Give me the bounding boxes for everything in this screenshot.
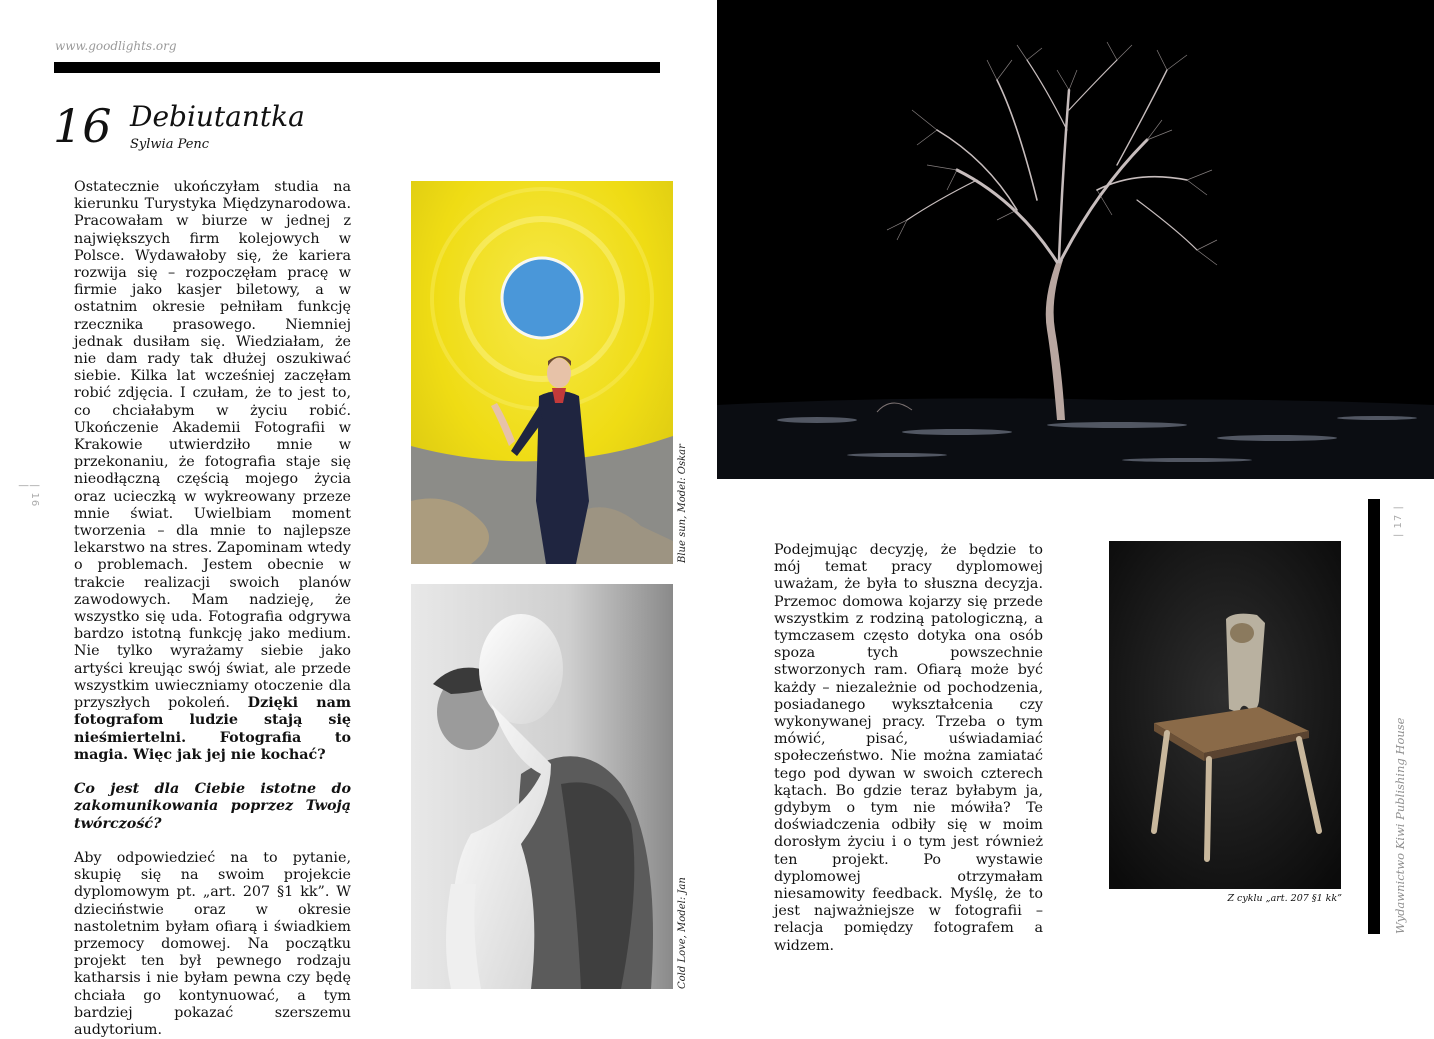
right-paragraph: Podejmując decyzję, że będzie to mój temat pracy dyplomowej uważam, że była to słuszna decyzja. Przemoc domowa kojarzy się przede wszystkim z rodziną patologiczną, a tymczasem często dotyka ona osób spoza tych powszechnie stworzonych ram. Ofiarą może być każdy – niezależnie od pochodzenia, posiadanego wykształcenia czy wykonywanej pracy. Trzeba o tym mówić, pisać, uświadamiać społeczeństwo. Nie można zamiatać tego pod dywan w swoich czterech kątach. Bo gdzie teraz byłabym ja, gdybym o tym nie mówiła? Te doświadczenia odbiły się w moim dorosłym życiu i o tym jest również ten projekt. Po wystawie dyplomowej otrzymałam niesamowity feedback. Myślę, że to jest najważniejsze w fotografii – relacja pomiędzy fotografem a widzem. — [774, 542, 1043, 954]
side-rule — [1368, 499, 1380, 934]
photo-cold-love — [411, 584, 673, 989]
article-number: 16 — [53, 99, 112, 153]
intro-bold-text: Dzięki nam fotografom ludzie stają się nieśmiertelni. Fotografia to magia. Więc jak jej nie kochać? — [74, 695, 351, 763]
intro-text: Ostatecznie ukończyłam studia na kierunku Turystyka Międzynarodowa. Pracowałam w biurze w jednej z największych firm kolejowych w Polsce. Wydawałoby się, że kariera rozwija się – rozpoczęłam pracę w firmie jako kasjer biletowy, a w ostatnim okresie pełniłam funkcję rzecznika prasowego. Niemniej jednak dusiłam się. Wiedziałam, że nie dam rady tak dłużej oszukiwać siebie. Kilka lat wcześniej zaczęłam robić zdjęcia. I czułam, że to jest to, co chciałabym w życiu robić. Ukończenie Akademii Fotografii w Krakowie utwierdziło mnie w przekonaniu, że fotografia staje się nieodłączną częścią mojego życia oraz ucieczką w wykreowany przeze mnie świat. Uwielbiam moment tworzenia – dla mnie to najlepsze lekarstwo na stres. Zapominam wtedy o problemach. Jestem obecnie w trakcie realizacji swoich planów zawodowych. Mam nadzieję, że wszystko się uda. Fotografia odgrywa bardzo istotną funkcję jako medium. Nie tylko wyrażamy siebie jako artyści kreując swój świat, ale przede wszystkim uwieczniamy otoczenie dla przyszłych pokoleń. — [74, 179, 351, 712]
publisher-credit: Wydawnictwo Kiwi Publishing House — [1393, 717, 1407, 934]
right-text-column — [774, 542, 1043, 955]
intro-paragraph — [74, 179, 351, 764]
website-url: www.goodlights.org — [55, 39, 177, 53]
article-author: Sylwia Penc — [130, 137, 210, 152]
caption-photo-blue-sun: Blue sun, Model: Oskar — [677, 444, 688, 563]
article-title: Debiutantka — [130, 100, 305, 133]
photo-chair — [1109, 541, 1341, 889]
page-number-left: | 16 | — [18, 484, 40, 508]
page-number-right: | 17 | — [1393, 505, 1404, 537]
interview-answer: Aby odpowiedzieć na to pytanie, skupię się na swoim projekcie dyplomowym pt. „art. 207 §1 kk”. W dzieciństwie oraz w okresie nastoletnim byłam ofiarą i świadkiem przemocy domowej. Na początku projekt ten był pewnego rodzaju katharsis i nie byłam pewna czy będę chciała go kontynuować, a tym bardziej pokazać szerszemu audytorium. — [74, 849, 351, 1038]
header-rule — [54, 62, 660, 73]
left-text-column — [74, 179, 351, 1039]
caption-chair: Z cyklu „art. 207 §1 kk” — [1227, 893, 1342, 904]
interview-question: Co jest dla Ciebie istotne do zakomunikowania poprzez Twoją twórczość? — [74, 781, 351, 832]
photo-tree-at-night — [717, 0, 1434, 479]
photo-blue-sun — [411, 181, 673, 564]
caption-photo-cold-love: Cold Love, Model: Jan — [677, 877, 688, 989]
